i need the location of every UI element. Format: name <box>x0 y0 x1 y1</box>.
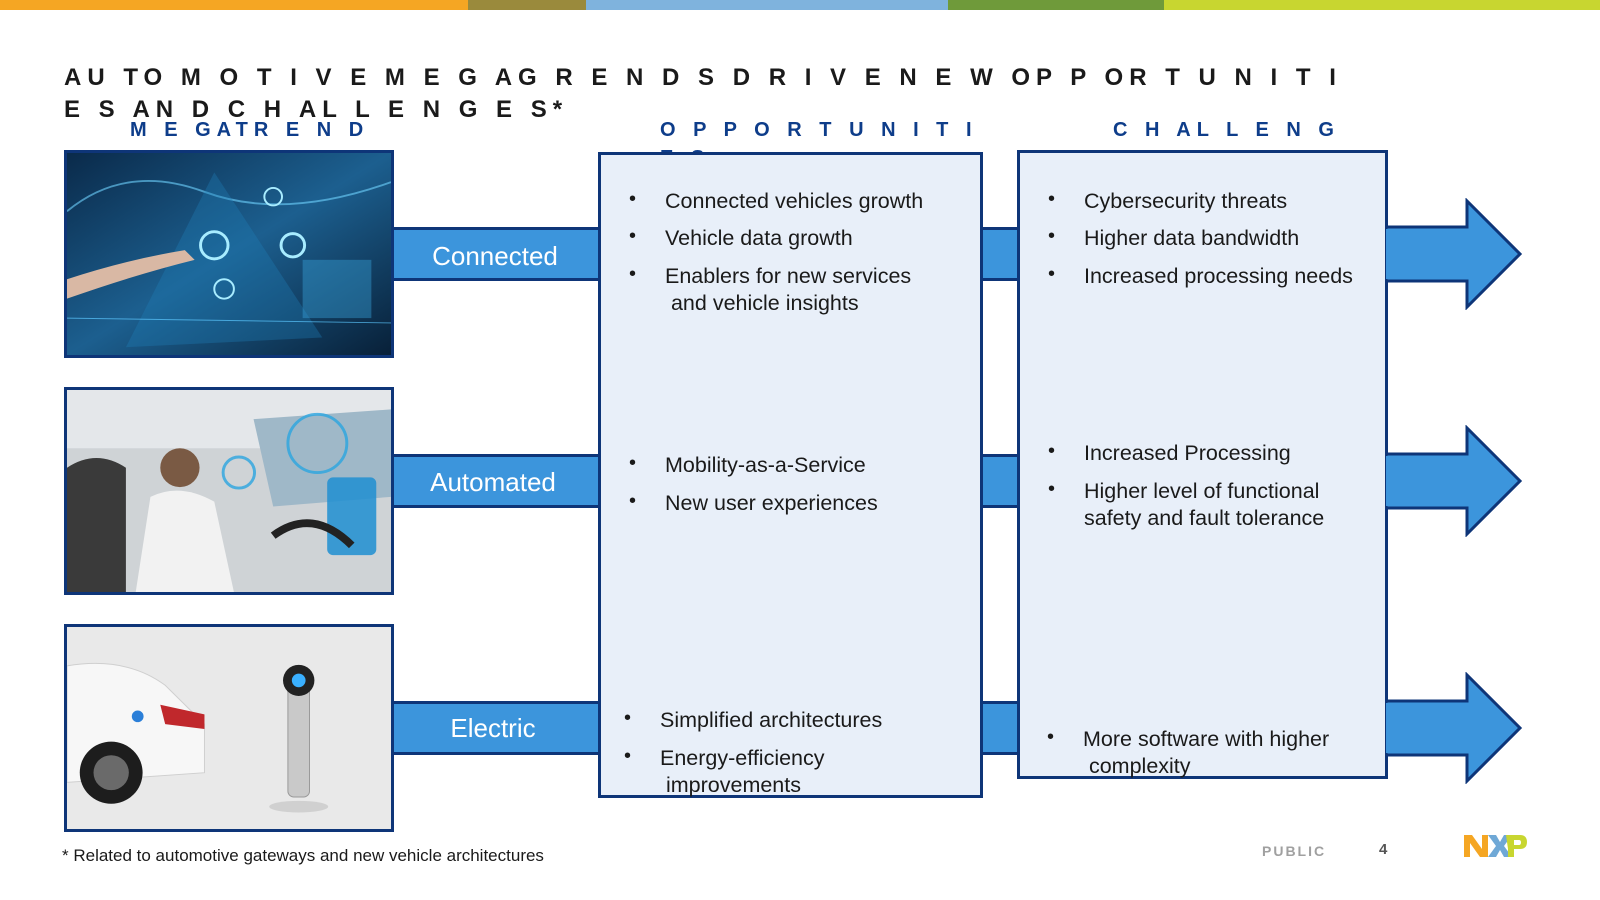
challenge-connected-2: • Higher data bandwidth <box>1048 225 1300 250</box>
automated-car-image <box>64 387 394 595</box>
challenge-automated-2: • Higher level of functional safety and fault tolerance <box>1048 478 1325 530</box>
opportunity-electric-1: • Simplified architectures <box>624 707 883 732</box>
arrow-electric <box>1386 672 1526 784</box>
connected-car-image <box>64 150 394 358</box>
challenge-connected-3: • Increased processing needs <box>1048 263 1353 288</box>
megatrend-label-connected: Connected <box>432 241 558 271</box>
bullet-dot: • <box>1048 225 1056 247</box>
bullet-dot: • <box>629 188 637 210</box>
footnote: * Related to automotive gateways and new vehicle architectures <box>62 846 544 865</box>
bullet-dot: • <box>629 225 637 247</box>
opportunity-automated-1: • Mobility-as-a-Service <box>629 452 866 477</box>
megatrend-label-electric: Electric <box>450 713 536 743</box>
arrow-automated <box>1386 425 1526 537</box>
connected-car-dashboard-illustration <box>67 153 391 355</box>
topbar-segment-green <box>948 0 1164 10</box>
bullet-dot: • <box>629 263 637 285</box>
column-heading-challenges: C H AL L E N G <box>1113 119 1340 141</box>
band-connected-mid <box>980 227 1020 281</box>
bullet-dot: • <box>1048 440 1056 462</box>
bullet-dot: • <box>629 490 637 512</box>
opportunity-automated-2: • New user experiences <box>629 490 878 515</box>
top-color-bar <box>0 0 1600 10</box>
page-title: AU TO M O T I V E M E G AG R E N D S D R I V E N E W OP P OR T U N I T I E S AN D C H AL L E N G E S* <box>64 64 1342 123</box>
megatrend-label-automated: Automated <box>430 467 556 497</box>
topbar-segment-lime <box>1164 0 1600 10</box>
bullet-dot: • <box>1048 263 1056 285</box>
electric-car-image <box>64 624 394 832</box>
band-automated-mid <box>980 454 1020 508</box>
arrow-connected <box>1386 198 1526 310</box>
bullet-dot: • <box>1048 478 1056 500</box>
classification-label: PUBLIC <box>1262 843 1327 859</box>
bullet-dot: • <box>629 452 637 474</box>
nxp-logo <box>1462 830 1528 860</box>
challenge-electric-1: • More software with higher complexity <box>1047 726 1330 778</box>
topbar-segment-lightblue <box>586 0 948 10</box>
autonomous-car-passenger-illustration <box>67 390 391 592</box>
opportunity-connected-3: • Enablers for new services and vehicle insights <box>629 263 912 315</box>
bullet-dot: • <box>1047 726 1055 748</box>
bullet-dot: • <box>624 707 632 729</box>
challenge-connected-1: • Cybersecurity threats <box>1048 188 1288 213</box>
opportunity-connected-1: • Connected vehicles growth <box>629 188 924 213</box>
opportunity-connected-2: • Vehicle data growth <box>629 225 853 250</box>
column-heading-megatrends: M E GATR E N D <box>130 119 370 141</box>
band-electric-mid <box>980 701 1020 755</box>
column-heading-opportunities: O P P O R T U N I T I <box>660 119 978 141</box>
opportunity-electric-2: • Energy-efficiency improvements <box>624 745 825 797</box>
challenge-automated-1: • Increased Processing <box>1048 440 1291 465</box>
bullet-dot: • <box>1048 188 1056 210</box>
page-number: 4 <box>1379 841 1388 858</box>
topbar-segment-orange <box>0 0 468 10</box>
electric-car-charger-illustration <box>67 627 391 829</box>
topbar-segment-olive <box>468 0 586 10</box>
bullet-dot: • <box>624 745 632 767</box>
